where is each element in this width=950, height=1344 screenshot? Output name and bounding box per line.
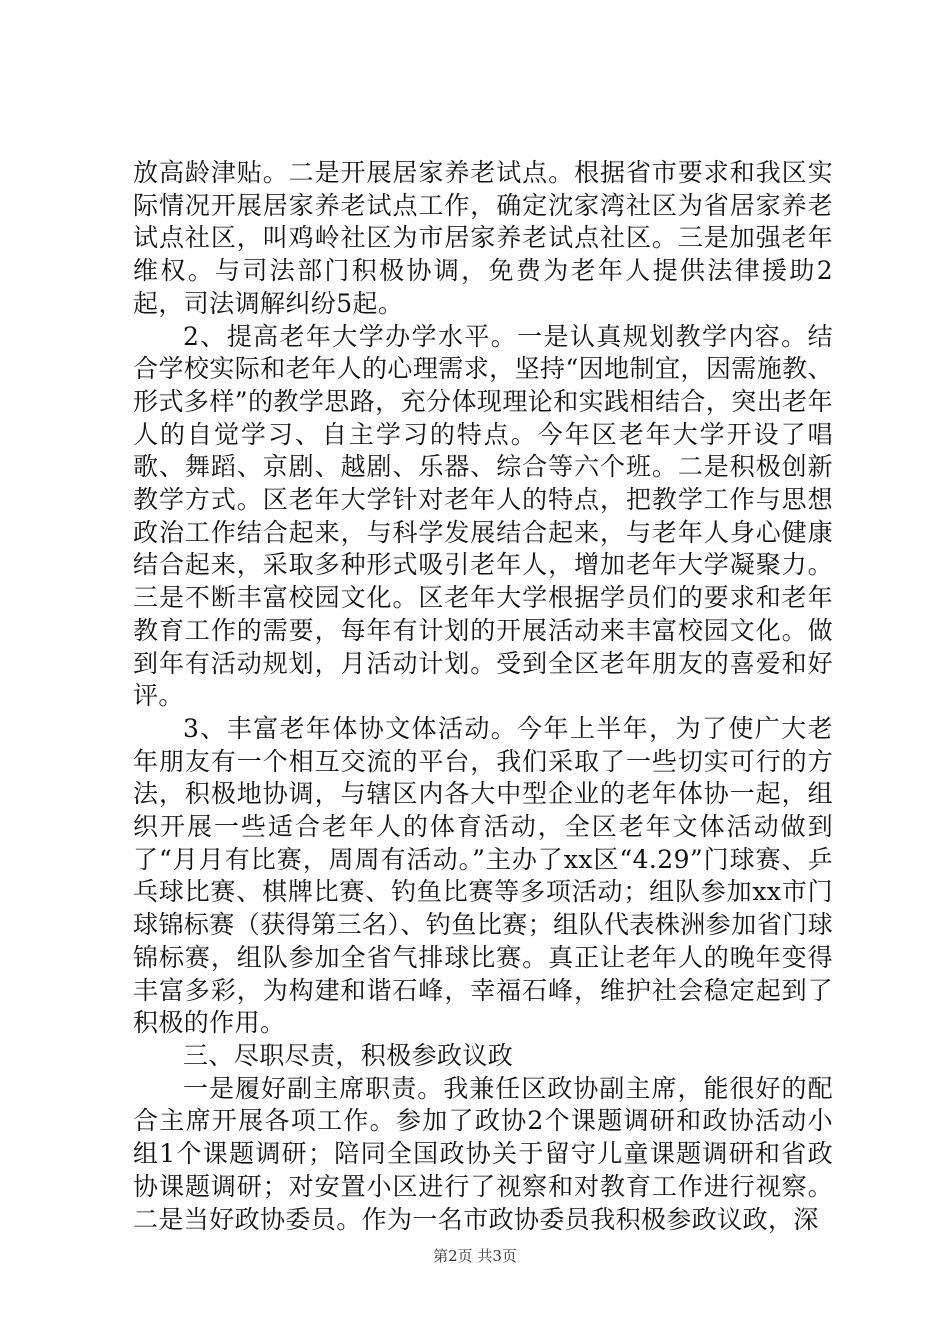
paragraph-3: 3、丰富老年体协文体活动。今年上半年，为了使广大老年朋友有一个相互交流的平台，我们采取了一些切实可行的方法，积极地协调，与辖区内各大中型企业的老年体协一起，组织开展一些适合老年人的体育活动，全区老年文体活动做到了“月月有比赛，周周有活动。”主办了xx区“4.29”门球赛、乒乓球比赛、棋牌比赛、钓鱼比赛等多项活动；组队参加xx市门球锦标赛（获得第三名）、钓鱼比赛；组队代表株洲参加省门球锦标赛，组队参加全省气排球比赛。真正让老年人的晚年变得丰富多彩，为构建和谐石峰，幸福石峰，维护社会稳定起到了积极的作用。 [133,713,833,1038]
paragraph-1: 放高龄津贴。二是开展居家养老试点。根据省市要求和我区实际情况开展居家养老试点工作，确定沈家湾社区为省居家养老试点社区，叫鸡岭社区为市居家养老试点社区。三是加强老年维权。与司法部门积极协调，免费为老年人提供法律援助2起，司法调解纠纷5起。 [133,158,833,318]
paragraph-2: 2、提高老年大学办学水平。一是认真规划教学内容。结合学校实际和老年人的心理需求，坚持“因地制宜，因需施教、形式多样”的教学思路，充分体现理论和实践相结合，突出老年人的自觉学习、自主学习的特点。今年区老年大学开设了唱歌、舞蹈、京剧、越剧、乐器、综合等六个班。二是积极创新教学方式。区老年大学针对老年人的特点，把教学工作与思想政治工作结合起来，与科学发展结合起来，与老年人身心健康结合起来，采取多种形式吸引老年人，增加老年大学凝聚力。三是不断丰富校园文化。区老年大学根据学员们的要求和老年教育工作的需要，每年有计划的开展活动来丰富校园文化。做到年有活动规划，月活动计划。受到全区老年朋友的喜爱和好评。 [133,321,833,711]
page-footer: 第2页 共3页 [433,1247,517,1265]
section-heading: 三、尽职尽责，积极参政议政 [183,1040,514,1070]
document-body [133,157,833,1236]
paragraph-4: 一是履好副主席职责。我兼任区政协副主席，能很好的配合主席开展各项工作。参加了政协2个课题调研和政协活动小组1个课题调研；陪同全国政协关于留守儿童课题调研和省政协课题调研；对安置小区进行了视察和对教育工作进行视察。二是当好政协委员。作为一名市政协委员我积极参政议政，深 [133,1073,833,1234]
